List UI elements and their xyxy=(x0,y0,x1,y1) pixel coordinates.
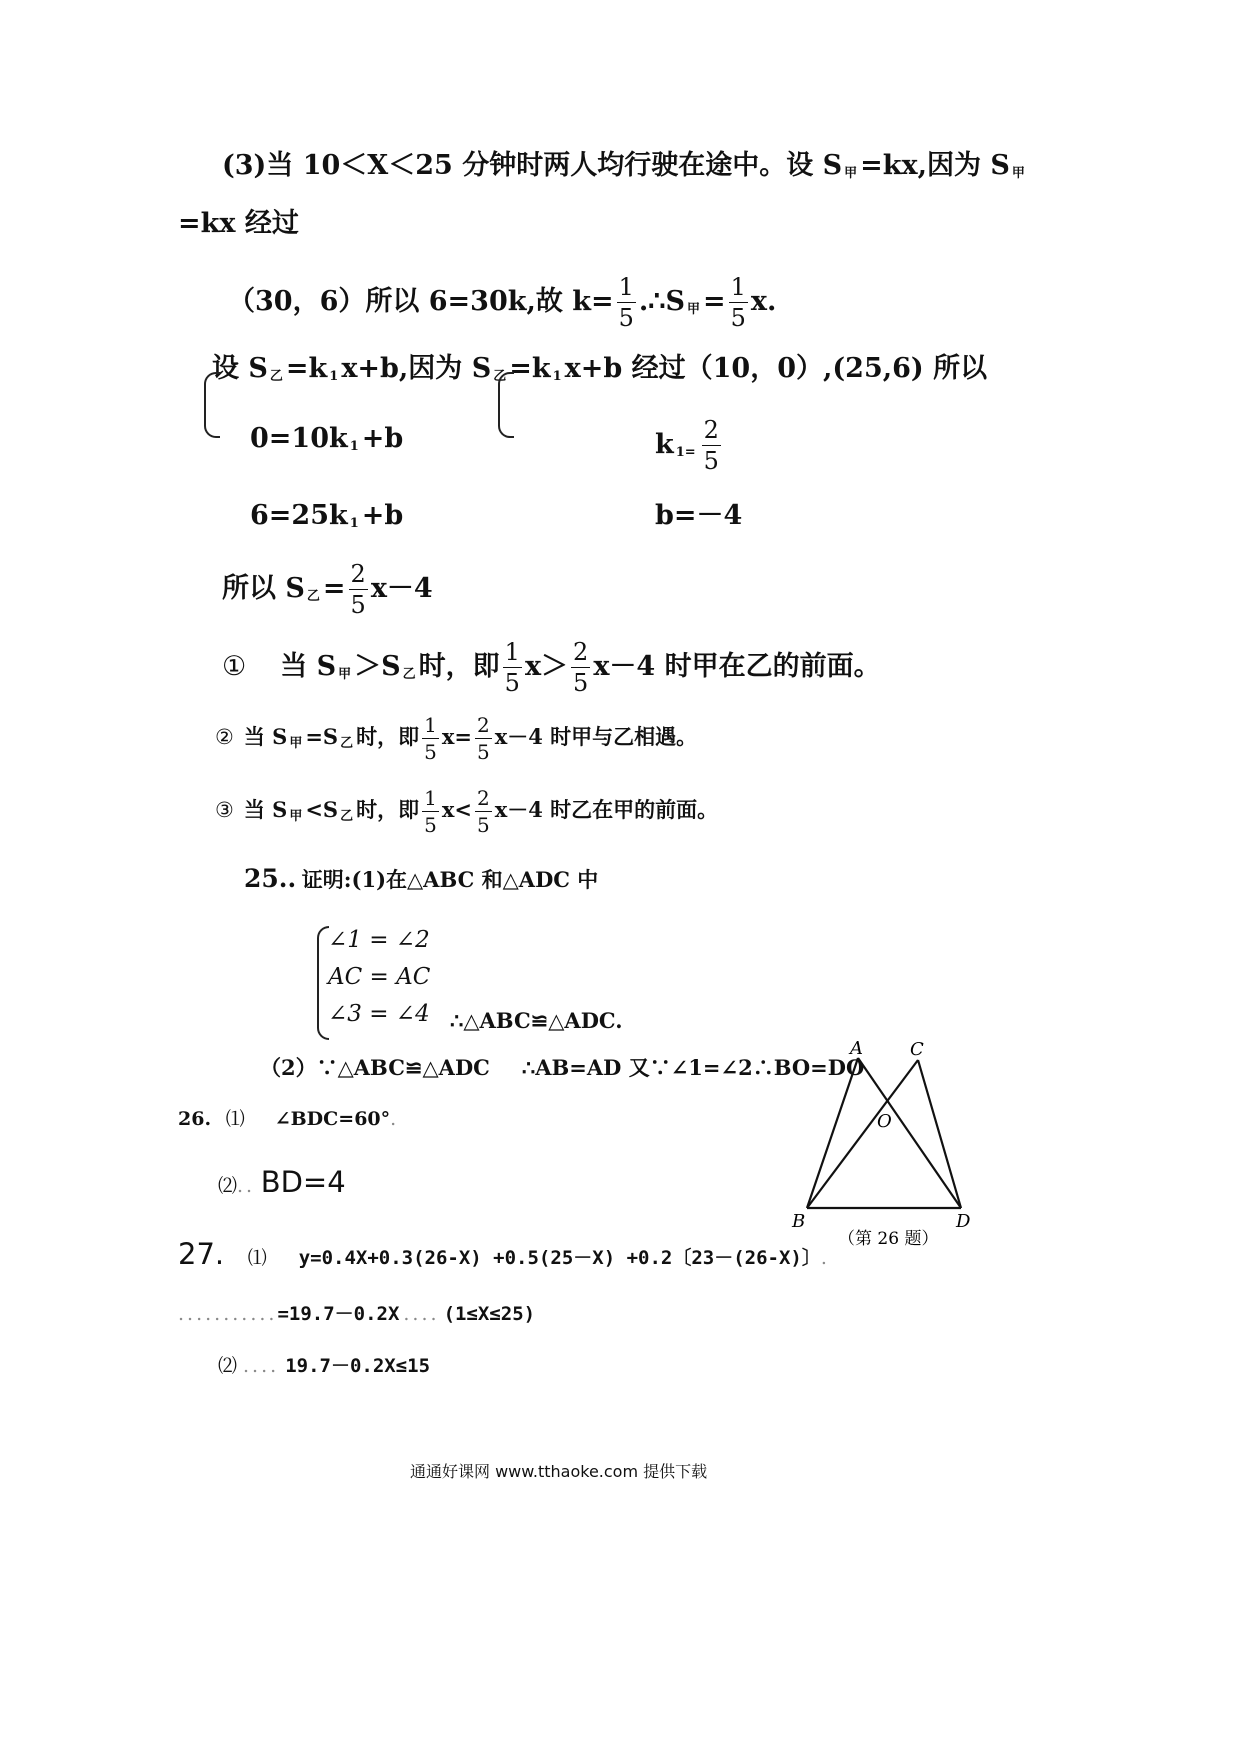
dot-leader: . xyxy=(820,1247,830,1269)
line-part3-cont xyxy=(178,210,299,237)
subscript-yi: 乙 xyxy=(306,589,320,604)
text: = xyxy=(702,286,726,317)
fraction-one-fifth xyxy=(729,275,748,330)
numerator: 2 xyxy=(476,786,490,810)
numerator: 2 xyxy=(350,560,366,588)
text: 时，即 xyxy=(356,724,420,749)
text: x－4 时乙在甲的前面。 xyxy=(494,797,719,822)
text: x＞ xyxy=(524,651,569,682)
text: ∴△ABC≌△ADC. xyxy=(450,1008,623,1033)
label-d: D xyxy=(956,1211,971,1232)
denominator: 5 xyxy=(730,304,746,332)
text: x－4 时甲在乙的前面。 xyxy=(593,651,881,682)
text: ∴AB=AD 又∵∠1=∠2∴BO=DO xyxy=(521,1055,865,1080)
text: +b xyxy=(361,500,404,531)
text: 0=10k xyxy=(250,423,348,454)
denominator: 5 xyxy=(476,813,490,837)
dot-leader: .... xyxy=(403,1303,440,1325)
text: x－4 时甲与乙相遇。 xyxy=(494,724,698,749)
denominator: 5 xyxy=(573,669,589,697)
question-number: 25.. xyxy=(244,864,297,893)
denominator: 5 xyxy=(504,669,520,697)
text: （30，6）所以 6=30k,故 k= xyxy=(228,286,614,317)
text: 时，即 xyxy=(356,797,420,822)
denominator: 5 xyxy=(424,813,437,837)
condition-2: AC = AC xyxy=(328,964,431,990)
circled-number: ① xyxy=(222,651,247,682)
q27-part2 xyxy=(218,1357,430,1376)
numerator: 1 xyxy=(504,638,520,666)
fraction-two-fifths xyxy=(702,418,721,473)
denominator: 5 xyxy=(703,447,719,475)
subscript-jia: 甲 xyxy=(1011,166,1025,181)
fraction-two-fifths xyxy=(571,640,590,695)
q25-heading xyxy=(244,866,598,891)
subscript-yi: 乙 xyxy=(340,809,354,824)
numerator: 2 xyxy=(476,713,490,737)
text: =k xyxy=(509,353,551,384)
text: 6=25k xyxy=(250,500,348,531)
q25-part2 xyxy=(260,1057,864,1078)
subscript-yi: 乙 xyxy=(402,667,416,682)
dot-leader: .... xyxy=(243,1355,280,1377)
part-marker: ⑵ xyxy=(218,1355,238,1377)
text: x. xyxy=(750,286,777,317)
fraction-two-fifths xyxy=(475,715,492,762)
solution-b xyxy=(655,502,742,529)
numerator: 1 xyxy=(730,273,746,301)
line-set-s-yi xyxy=(212,355,987,383)
text: x+b 经过（10，0）,(25,6) 所以 xyxy=(564,353,988,384)
text: .∴S xyxy=(638,286,685,317)
fraction-one-fifth xyxy=(617,275,636,330)
left-brace-system xyxy=(204,372,220,438)
q27-part1 xyxy=(178,1237,830,1271)
subscript-yi: 乙 xyxy=(269,369,283,384)
dot-leader: . xyxy=(390,1108,400,1130)
text: 当 S xyxy=(243,797,288,822)
q27-simplified xyxy=(178,1305,535,1324)
segment-cb xyxy=(807,1060,918,1208)
fraction-one-fifth xyxy=(422,788,439,835)
domain-range: (1≤X≤25) xyxy=(443,1303,536,1325)
fraction-two-fifths xyxy=(349,562,368,617)
text: =kx 经过 xyxy=(178,208,299,239)
equation-1 xyxy=(250,425,403,453)
label-c: C xyxy=(910,1039,924,1060)
numerator: 2 xyxy=(573,638,589,666)
subscript-1: 1 xyxy=(349,516,359,531)
subscript-jia: 甲 xyxy=(338,667,352,682)
question-number: 27. xyxy=(178,1237,225,1271)
circled-number: ② xyxy=(215,725,234,749)
segment-ab xyxy=(807,1058,858,1208)
question-number: 26. xyxy=(178,1108,212,1130)
line-part3-intro xyxy=(222,152,1028,180)
q26-part2 xyxy=(218,1165,346,1199)
part-marker: ⑴ xyxy=(225,1108,245,1130)
text: 时，即 xyxy=(418,651,500,682)
case-3 xyxy=(215,788,718,835)
denominator: 5 xyxy=(424,740,437,764)
equation-2 xyxy=(250,502,403,530)
subscript-1: 1 xyxy=(552,369,562,384)
text: =k xyxy=(285,353,328,384)
text: = xyxy=(322,573,346,604)
segment-ad xyxy=(858,1058,961,1208)
subscript-1: 1 xyxy=(329,369,339,384)
subscript-1: 1 xyxy=(349,439,359,454)
left-brace-solution xyxy=(498,372,514,438)
text: 当 S xyxy=(243,724,288,749)
subscript-jia: 甲 xyxy=(686,302,700,317)
inequality: 19.7－0.2X≤15 xyxy=(285,1355,431,1377)
text: <S xyxy=(305,797,339,822)
line-solve-k xyxy=(228,275,776,330)
text: 设 S xyxy=(212,353,268,384)
subscript-yi: 乙 xyxy=(493,369,507,384)
text: x< xyxy=(441,797,472,822)
numerator: 1 xyxy=(424,713,437,737)
circled-number: ③ xyxy=(215,798,234,822)
text: (3)当 10＜X＜25 分钟时两人均行驶在途中。设 S xyxy=(222,150,843,181)
case-1 xyxy=(222,640,881,695)
q26-part1 xyxy=(178,1110,399,1129)
q25-conclusion xyxy=(450,1010,623,1031)
text: k xyxy=(655,429,674,460)
text: x+b,因为 S xyxy=(341,353,492,384)
proof-system xyxy=(328,927,430,1038)
case-2 xyxy=(215,715,697,762)
equation: =19.7－0.2X xyxy=(277,1303,400,1325)
text: =S xyxy=(305,724,339,749)
solution-k1 xyxy=(655,418,724,473)
text: +b xyxy=(361,423,404,454)
answer: BD=4 xyxy=(260,1165,346,1199)
dot-leader: .. xyxy=(237,1175,256,1197)
text: 所以 S xyxy=(222,573,305,604)
segment-cd xyxy=(918,1060,961,1208)
label-b: B xyxy=(792,1211,806,1232)
condition-3: ∠3 = ∠4 xyxy=(328,1001,430,1027)
condition-1: ∠1 = ∠2 xyxy=(328,927,430,953)
text: 当 S xyxy=(280,651,337,682)
text: b=－4 xyxy=(655,500,743,531)
subscript-jia: 甲 xyxy=(289,736,303,751)
fraction-one-fifth xyxy=(503,640,522,695)
denominator: 5 xyxy=(618,304,634,332)
text: 证明:(1)在△ABC 和△ADC 中 xyxy=(301,867,599,892)
dot-leader: ........... xyxy=(178,1303,278,1325)
answer: ∠BDC=60° xyxy=(274,1108,391,1130)
label-a: A xyxy=(850,1038,863,1059)
subscript-yi: 乙 xyxy=(340,736,354,751)
denominator: 5 xyxy=(476,740,490,764)
numerator: 1 xyxy=(424,786,437,810)
subscript-jia: 甲 xyxy=(289,809,303,824)
page-footer: 通通好课网 www.tthaoke.com 提供下载 xyxy=(410,1462,708,1481)
part-marker: ⑴ xyxy=(247,1247,267,1269)
text: ＞S xyxy=(354,651,401,682)
denominator: 5 xyxy=(350,591,366,619)
text: x= xyxy=(441,724,472,749)
numerator: 2 xyxy=(703,416,719,444)
part-marker: ⑵ xyxy=(218,1175,238,1197)
equation: y=0.4X+0.3(26-X) +0.5(25－X) +0.2〔23－(26-X)〕 xyxy=(298,1247,821,1269)
text: （2）∵△ABC≌△ADC xyxy=(260,1055,490,1080)
figure-26-triangle-diagram xyxy=(780,1035,1000,1275)
fraction-one-fifth xyxy=(422,715,439,762)
label-o: O xyxy=(877,1111,892,1132)
figure-caption: （第 26 题） xyxy=(838,1229,939,1249)
numerator: 1 xyxy=(618,273,634,301)
subscript-jia: 甲 xyxy=(844,166,858,181)
text: x－4 xyxy=(370,573,433,604)
text: =kx,因为 S xyxy=(860,150,1010,181)
subscript: 1= xyxy=(675,445,696,460)
result-s-yi xyxy=(222,562,433,617)
fraction-two-fifths xyxy=(475,788,492,835)
